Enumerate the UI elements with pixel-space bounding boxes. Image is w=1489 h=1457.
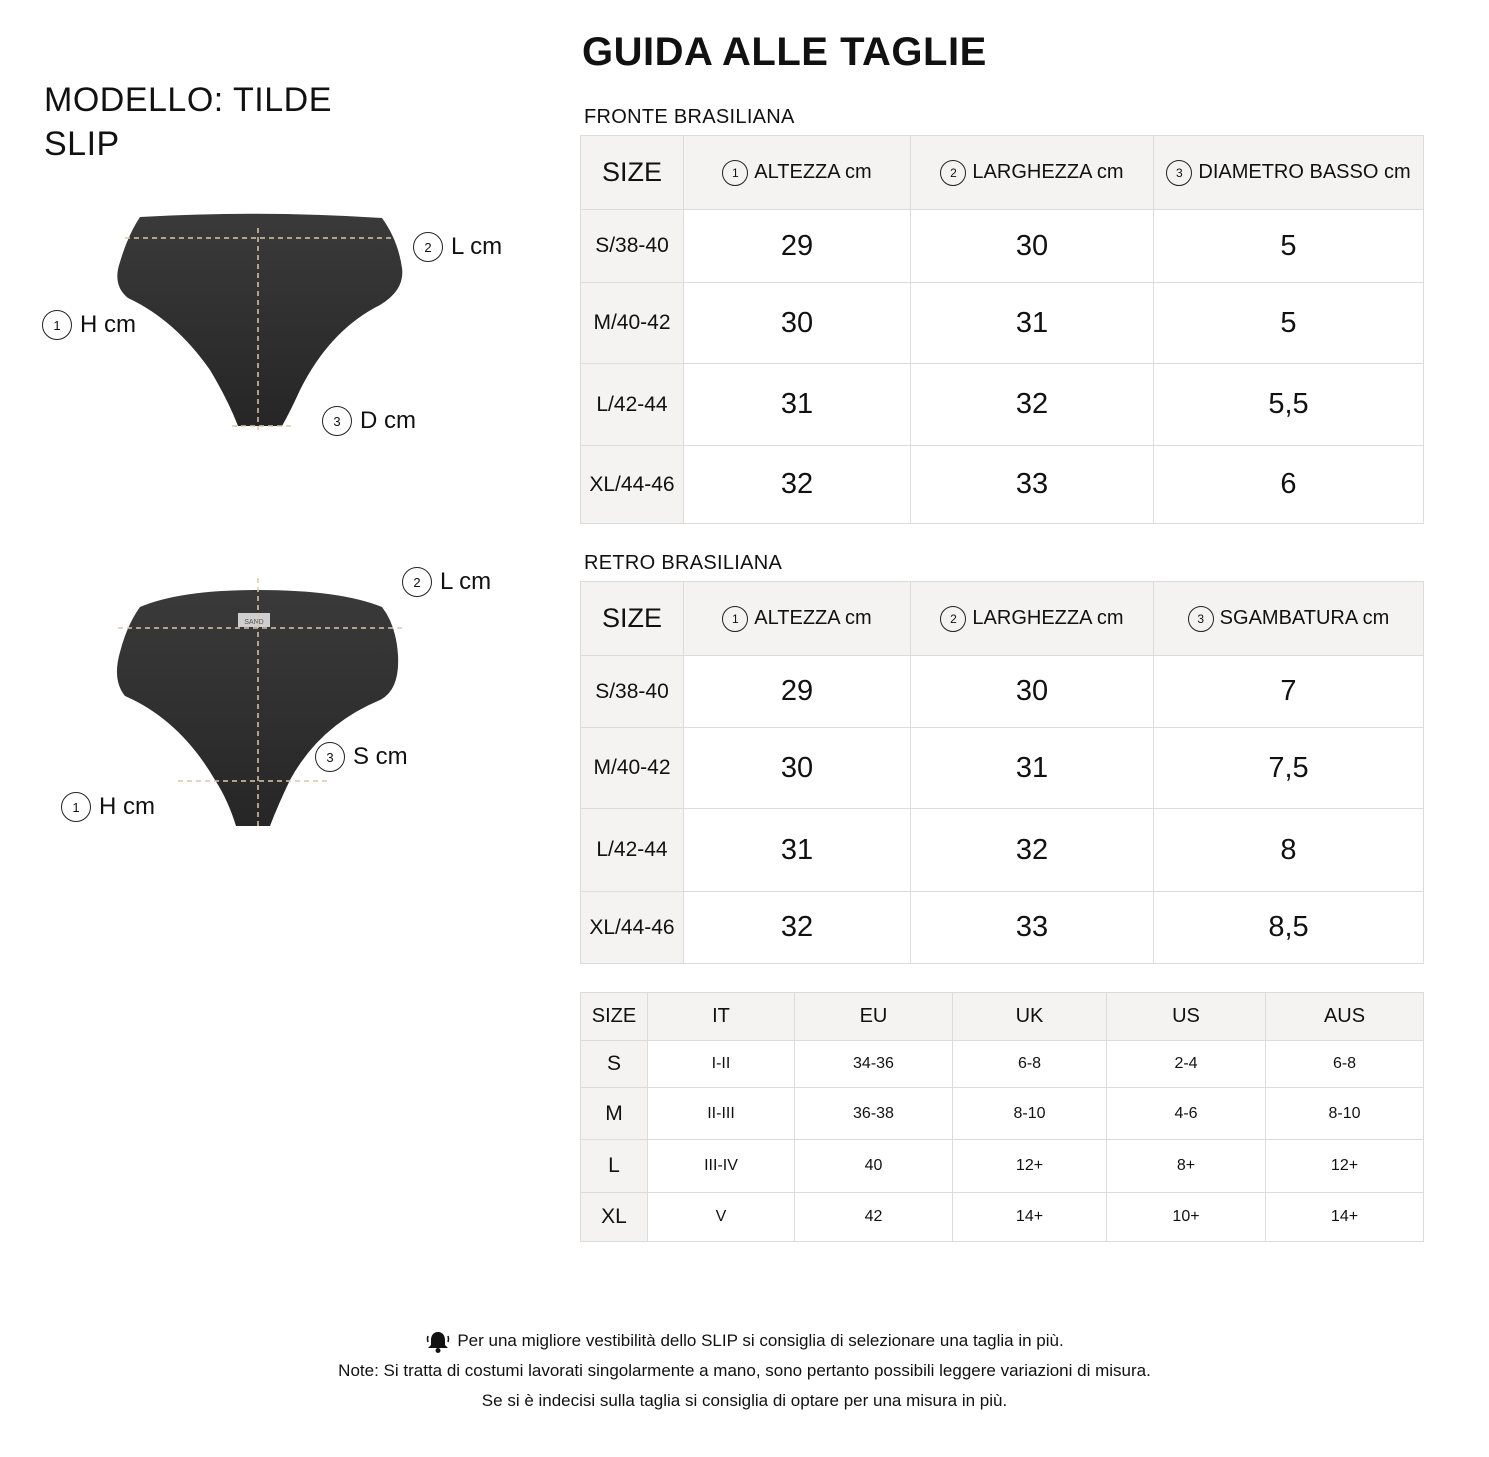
- note-line-2: Note: Si tratta di costumi lavorati singolarmente a mano, sono pertanto possibili leggere variazioni di misura.: [338, 1361, 1151, 1380]
- cell-value: 8: [1154, 809, 1424, 892]
- table-row: [581, 1193, 1424, 1242]
- front-table-label: FRONTE BRASILIANA: [584, 106, 795, 128]
- height-column-header: 1 ALTEZZA cm: [684, 136, 911, 210]
- page-title: GUIDA ALLE TAGLIE: [582, 30, 987, 74]
- row-size-label: XL/44-46: [581, 446, 684, 524]
- cell-value: 12+: [1266, 1140, 1424, 1193]
- table-row: [581, 364, 1424, 446]
- cell-value: 31: [684, 809, 911, 892]
- cell-value: 5: [1154, 210, 1424, 283]
- row-size-label: S: [581, 1041, 648, 1088]
- number-3-icon: 3: [1188, 606, 1214, 632]
- cell-value: 34-36: [795, 1041, 953, 1088]
- table-row: [581, 809, 1424, 892]
- note-line-1: Per una migliore vestibilità dello SLIP si consiglia di selezionare una taglia in più.: [0, 1326, 1489, 1356]
- table-row: [581, 656, 1424, 728]
- conv-header-eu: EU: [795, 993, 953, 1041]
- brand-tag-text: SAND: [244, 619, 264, 626]
- row-size-label: S/38-40: [581, 210, 684, 283]
- width-column-header: 2 LARGHEZZA cm: [911, 136, 1154, 210]
- cell-value: 32: [684, 892, 911, 964]
- cell-value: III-IV: [648, 1140, 795, 1193]
- number-2-icon: 2: [413, 232, 443, 262]
- cell-value: 32: [911, 809, 1154, 892]
- cell-value: 30: [911, 656, 1154, 728]
- back-size-table: [580, 581, 1424, 964]
- row-size-label: M: [581, 1088, 648, 1140]
- cell-value: 5: [1154, 283, 1424, 364]
- cell-value: 6: [1154, 446, 1424, 524]
- conv-header-us: US: [1107, 993, 1266, 1041]
- back-label-leg-cut: 3 S cm: [315, 742, 408, 772]
- cell-value: 40: [795, 1140, 953, 1193]
- footer-notes: [0, 1326, 1489, 1416]
- number-3-icon: 3: [315, 742, 345, 772]
- table-row: [581, 283, 1424, 364]
- cell-value: 7,5: [1154, 728, 1424, 809]
- size-conversion-table: [580, 992, 1424, 1242]
- number-3-icon: 3: [1166, 160, 1192, 186]
- number-1-icon: 1: [722, 606, 748, 632]
- cell-value: 10+: [1107, 1193, 1266, 1242]
- front-label-width: 2 L cm: [413, 232, 502, 262]
- row-size-label: L: [581, 1140, 648, 1193]
- cell-value: 30: [911, 210, 1154, 283]
- cell-value: 6-8: [1266, 1041, 1424, 1088]
- cell-value: 5,5: [1154, 364, 1424, 446]
- number-1-icon: 1: [722, 160, 748, 186]
- row-size-label: S/38-40: [581, 656, 684, 728]
- cell-value: 29: [684, 656, 911, 728]
- note-line-3: Se si è indecisi sulla taglia si consiglia di optare per una misura in più.: [481, 1391, 1008, 1410]
- back-brief-illustration: [117, 578, 404, 826]
- note-prefix: Note:: [338, 1361, 379, 1380]
- cell-value: 7: [1154, 656, 1424, 728]
- table-row: [581, 728, 1424, 809]
- cell-value: 32: [911, 364, 1154, 446]
- model-name: MODELLO: TILDE: [44, 81, 332, 119]
- row-size-label: L/42-44: [581, 809, 684, 892]
- diameter-column-header: 3 DIAMETRO BASSO cm: [1154, 136, 1424, 210]
- number-3-icon: 3: [322, 406, 352, 436]
- number-2-icon: 2: [402, 567, 432, 597]
- back-label-width: 2 L cm: [402, 567, 491, 597]
- table-row: [581, 1088, 1424, 1140]
- cell-value: 8+: [1107, 1140, 1266, 1193]
- cell-value: 31: [911, 728, 1154, 809]
- cell-value: 8-10: [1266, 1088, 1424, 1140]
- table-row: [581, 1140, 1424, 1193]
- cell-value: 8-10: [953, 1088, 1107, 1140]
- leg-cut-column-header: 3 SGAMBATURA cm: [1154, 582, 1424, 656]
- number-1-icon: 1: [61, 792, 91, 822]
- cell-value: 30: [684, 283, 911, 364]
- cell-value: I-II: [648, 1041, 795, 1088]
- cell-value: 36-38: [795, 1088, 953, 1140]
- cell-value: 42: [795, 1193, 953, 1242]
- garment-diagrams: [0, 0, 560, 860]
- back-table-label: RETRO BRASILIANA: [584, 552, 783, 574]
- cell-value: 12+: [953, 1140, 1107, 1193]
- bell-icon: [425, 1330, 451, 1354]
- cell-value: 33: [911, 892, 1154, 964]
- cell-value: 14+: [1266, 1193, 1424, 1242]
- row-size-label: XL: [581, 1193, 648, 1242]
- front-size-table: [580, 135, 1424, 524]
- cell-value: 32: [684, 446, 911, 524]
- front-brief-illustration: [117, 214, 402, 430]
- height-column-header: 1 ALTEZZA cm: [684, 582, 911, 656]
- number-1-icon: 1: [42, 310, 72, 340]
- table-row: [581, 446, 1424, 524]
- cell-value: 4-6: [1107, 1088, 1266, 1140]
- table-row: [581, 210, 1424, 283]
- cell-value: 6-8: [953, 1041, 1107, 1088]
- conv-header-aus: AUS: [1266, 993, 1424, 1041]
- row-size-label: M/40-42: [581, 728, 684, 809]
- front-label-height: 1 H cm: [42, 310, 136, 340]
- table-row: [581, 1041, 1424, 1088]
- size-column-header: SIZE: [581, 582, 684, 656]
- row-size-label: M/40-42: [581, 283, 684, 364]
- number-2-icon: 2: [940, 160, 966, 186]
- front-label-diameter: 3 D cm: [322, 406, 416, 436]
- back-label-height: 1 H cm: [61, 792, 155, 822]
- size-column-header: SIZE: [581, 136, 684, 210]
- model-type: SLIP: [44, 125, 120, 163]
- width-column-header: 2 LARGHEZZA cm: [911, 582, 1154, 656]
- cell-value: V: [648, 1193, 795, 1242]
- row-size-label: L/42-44: [581, 364, 684, 446]
- conv-header-size: SIZE: [581, 993, 648, 1041]
- cell-value: 14+: [953, 1193, 1107, 1242]
- cell-value: 29: [684, 210, 911, 283]
- cell-value: 33: [911, 446, 1154, 524]
- cell-value: 8,5: [1154, 892, 1424, 964]
- number-2-icon: 2: [940, 606, 966, 632]
- cell-value: II-III: [648, 1088, 795, 1140]
- row-size-label: XL/44-46: [581, 892, 684, 964]
- cell-value: 31: [911, 283, 1154, 364]
- table-row: [581, 892, 1424, 964]
- cell-value: 30: [684, 728, 911, 809]
- cell-value: 31: [684, 364, 911, 446]
- conv-header-uk: UK: [953, 993, 1107, 1041]
- conv-header-it: IT: [648, 993, 795, 1041]
- cell-value: 2-4: [1107, 1041, 1266, 1088]
